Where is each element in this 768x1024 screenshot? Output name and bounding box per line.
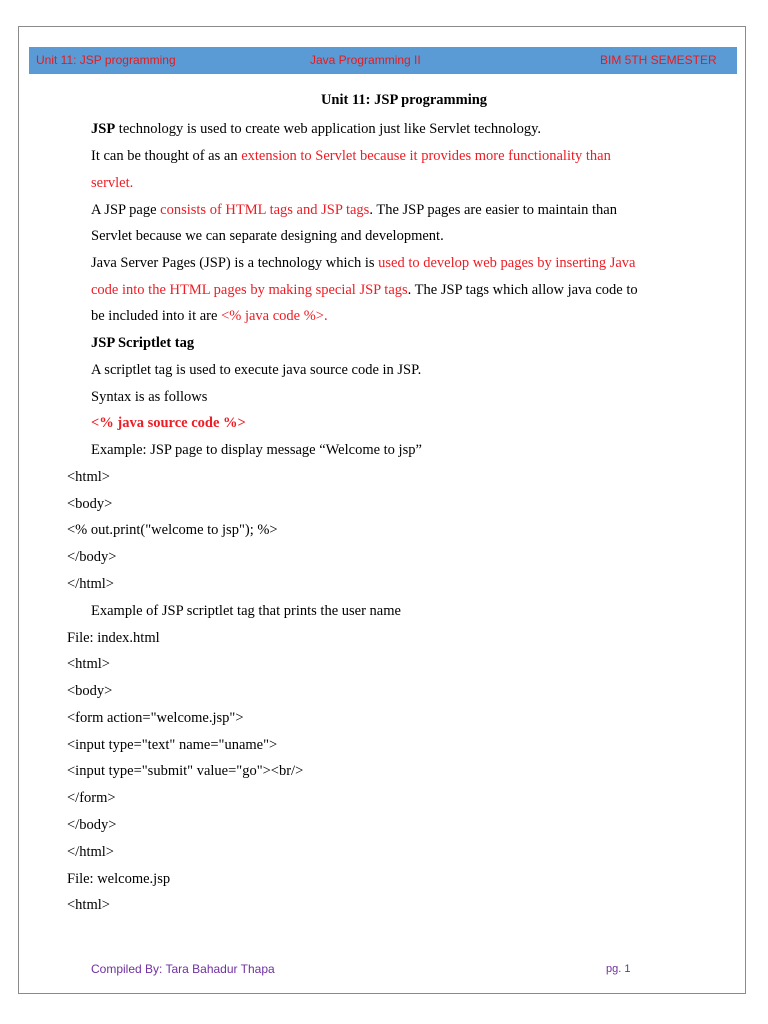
page-header	[29, 47, 737, 74]
code-line: <body>	[67, 496, 113, 512]
header-course: Java Programming II	[310, 53, 421, 67]
code-line: <input type="submit" value="go"><br/>	[67, 763, 304, 779]
jsp-page-text: A JSP page	[91, 202, 161, 218]
footer-author: Compiled By: Tara Bahadur Thapa	[91, 962, 275, 976]
paragraph-jsp-page	[91, 201, 617, 219]
jsp-page-continuation: Servlet because we can separate designing and development.	[91, 228, 444, 244]
code-line: <body>	[67, 683, 113, 699]
jsp-bold: JSP	[91, 121, 116, 137]
example-2-label: Example of JSP scriptlet tag that prints the user name	[91, 603, 401, 619]
scriptlet-description: A scriptlet tag is used to execute java source code in JSP.	[91, 362, 422, 378]
page-number: pg. 1	[606, 963, 631, 975]
extension-continuation: servlet.	[91, 175, 134, 191]
paragraph-extension	[91, 147, 611, 165]
header-semester: BIM 5TH SEMESTER	[600, 53, 717, 67]
code-line: </body>	[67, 549, 117, 565]
jsp-page-text-2: . The JSP pages are easier to maintain than	[369, 202, 617, 218]
paragraph-jsp-definition	[91, 254, 635, 272]
page-title: Unit 11: JSP programming	[320, 92, 488, 108]
extension-highlight: extension to Servlet because it provides more functionality than	[241, 148, 611, 164]
definition-highlight-3: <% java code %>.	[221, 308, 328, 324]
code-line: <html>	[67, 656, 110, 672]
code-line: </html>	[67, 576, 114, 592]
definition-line-2	[91, 281, 638, 299]
code-line: </form>	[67, 790, 116, 806]
definition-text: Java Server Pages (JSP) is a technology which is	[91, 255, 379, 271]
definition-line-3	[91, 307, 328, 325]
definition-highlight-2: code into the HTML pages by making special JSP tags	[91, 282, 408, 298]
jsp-page-highlight: consists of HTML tags and JSP tags	[160, 202, 370, 218]
syntax-label: Syntax is as follows	[91, 389, 208, 405]
code-line: <form action="welcome.jsp">	[67, 710, 244, 726]
definition-highlight-1: used to develop web pages by inserting Java	[378, 255, 636, 271]
paragraph-intro	[91, 120, 541, 138]
page-border	[18, 26, 746, 994]
example-label: Example: JSP page to display message “Welcome to jsp”	[91, 442, 422, 458]
code-line: <html>	[67, 469, 110, 485]
code-line: </html>	[67, 844, 114, 860]
extension-text: It can be thought of as an	[91, 148, 242, 164]
code-line: <html>	[67, 897, 110, 913]
header-unit: Unit 11: JSP programming	[36, 53, 176, 67]
scriptlet-heading: JSP Scriptlet tag	[91, 335, 195, 351]
definition-text-3: be included into it are	[91, 308, 222, 324]
code-line: File: index.html	[67, 630, 160, 646]
intro-text: technology is used to create web application just like Servlet technology.	[115, 121, 542, 137]
syntax-code: <% java source code %>	[91, 415, 246, 431]
code-line: File: welcome.jsp	[67, 871, 171, 887]
code-line: <input type="text" name="uname">	[67, 737, 278, 753]
definition-text-2: . The JSP tags which allow java code to	[407, 282, 638, 298]
code-line: <% out.print("welcome to jsp"); %>	[67, 522, 278, 538]
code-line: </body>	[67, 817, 117, 833]
